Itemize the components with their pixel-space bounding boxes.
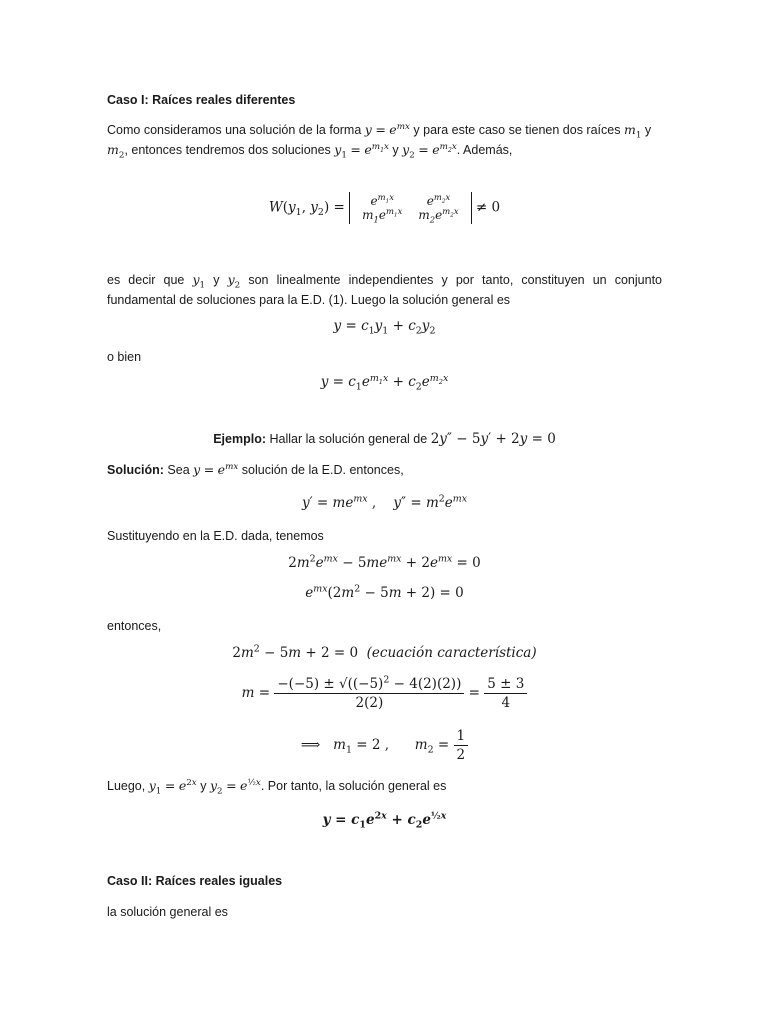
sustituyendo-text: Sustituyendo en la E.D. dada, tenemos [107,529,324,543]
solucion-line: Solución: Sea $y = e^{mx}$ solución de la E.D. entonces, [107,461,404,477]
caso-2-title: Caso II: Raíces reales iguales [107,874,283,888]
general-solution-2: $y = c_1e^{m_1x} + c_2e^{m_2x}$ [320,372,449,393]
o-bien-text: o bien [107,350,142,364]
caso-1-title: Caso I: Raíces reales diferentes [107,93,296,107]
substituted-equation: $2m^2e^{mx} - 5me^{mx} + 2e^{mx} = 0$ [288,553,481,571]
entonces-text: entonces, [107,619,162,633]
roots-equation: ⟹ $m_1 = 2$ , $m_2$ = $\frac{1}{2}$ [107,728,662,763]
final-text: la solución general es [107,905,228,919]
ejemplo-line: Ejemplo: Hallar la solución general de 2y″ − 5y′ + 2y = 0 [213,431,556,447]
factored-equation: $e^{mx}(2m^2 - 5m + 2) = 0$ [305,583,464,601]
luego-line: Luego, $y_1 = e^{2x}$ y $y_2 = e^{\frac{1}{2}x}$. Por tanto, la solución general es [107,777,447,797]
characteristic-equation: $2m^2 - 5m + 2 = 0$ (ecuación característica) [232,643,537,661]
general-solution-1: $y = c_1y_1 + c_2y_2$ [333,318,436,337]
derivatives-equation: $y' = me^{mx}$ , $y'' = m^2e^{mx}$ [301,493,468,511]
paragraph-2: es decir que $y_1$ y $y_2$ son linealmente independientes y por tanto, constituyen un conjunto fundamental de soluciones para la E.D. (1). Luego la solución general es [107,272,662,307]
wronskian-equation: $W(y_1$, $y_2$) = $e^{m_1x}$ $e^{m_2x}$ $m_1e^{m_1x}$ $m_2e^{m_2x}$ ≠ 0 [268,192,501,225]
final-solution: $y = c_1e^{2x} + c_2e^{\frac{1}{2}x}$ [322,810,447,831]
quadratic-formula: m = $\frac{-(-5) \pm √((-5)^2 - 4(2)(2))}{2(2)}$ = $\frac{5 \pm 3}{4}$ [107,676,662,711]
paragraph-1: Como consideramos una solución de la forma $y = e^{mx}$ y para este caso se tienen dos raíces $m_1$ y $m_2$, entonces tendremos dos soluciones $y_1 = e^{m_1x}$ y $y_2 = e^{m_2x}$. Además, [107,121,652,161]
wronskian-determinant: $e^{m_1x}$ $e^{m_2x}$ $m_1e^{m_1x}$ $m_2e^{m_2x}$ [349,192,472,224]
